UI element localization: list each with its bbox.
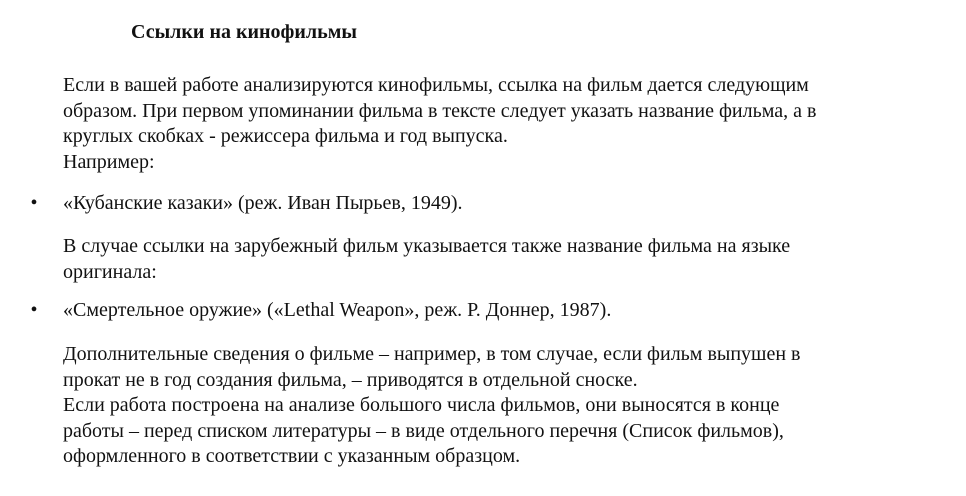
details-line: Дополнительные сведения о фильме – например, в том случае, если фильм выпушен в [63, 343, 801, 365]
list-item-text: «Смертельное оружие» («Lethal Weapon», реж. Р. Доннер, 1987). [63, 299, 612, 321]
list-item-text: «Кубанские казаки» (реж. Иван Пырьев, 1949). [63, 192, 463, 214]
intro-line: Например: [63, 150, 155, 173]
foreign-line: В случае ссылки на зарубежный фильм указывается также название фильма на языке [63, 235, 791, 257]
details-line: оформленного в соответствии с указанным образцом. [63, 445, 521, 467]
details-line: Если работа построена на анализе большого числа фильмов, они выносятся в конце [63, 394, 780, 416]
intro-paragraph [63, 73, 953, 175]
bullet-icon: • [30, 299, 38, 321]
details-line: работы – перед списком литературы – в виде отдельного перечня (Список фильмов), [63, 419, 784, 442]
foreign-line: оригинала: [63, 260, 157, 283]
details-line: прокат не в год создания фильма, – приводятся в отдельной сноске. [63, 368, 638, 391]
intro-line: круглых скобках - режиссера фильма и год выпуска. [63, 125, 508, 147]
intro-line: образом. При первом упоминании фильма в тексте следует указать название фильма, а в [63, 99, 817, 122]
list-item-film-example [0, 190, 966, 216]
foreign-film-paragraph [63, 234, 953, 285]
intro-line: Если в вашей работе анализируются кинофильмы, ссылка на фильм дается следующим [63, 74, 809, 96]
list-item-foreign-film-example [0, 297, 966, 323]
bullet-icon: • [30, 192, 38, 214]
details-paragraph [63, 342, 953, 470]
section-heading: Ссылки на кинофильмы [131, 21, 357, 43]
